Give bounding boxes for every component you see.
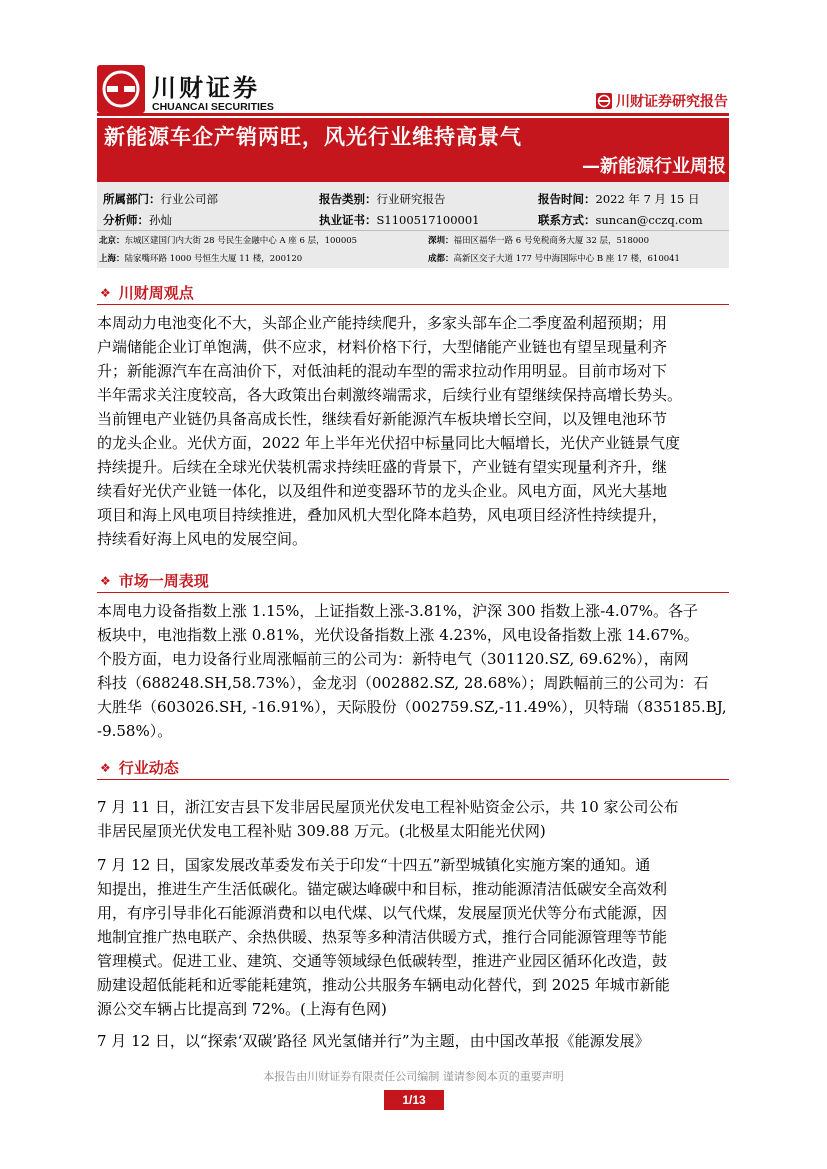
cert-field	[319, 209, 480, 228]
text-line: 7 月 12 日，国家发展改革委发布关于印发“十四五”新型城镇化实施方案的通知。通	[97, 856, 651, 874]
news-item-2	[97, 853, 729, 1021]
section-rule	[97, 779, 729, 780]
section-title: 市场一周表现	[118, 572, 209, 590]
logo-mark	[97, 65, 145, 113]
office-city: 上海：	[99, 254, 125, 264]
section-heading-view	[100, 282, 194, 303]
news-item-1	[97, 795, 729, 843]
office-address: 福田区福华一路 6 号免税商务大厦 32 层，518000	[453, 236, 649, 246]
analyst-field	[103, 209, 172, 228]
section-heading-market	[100, 570, 209, 591]
office-address: 高新区交子大道 177 号中海国际中心 B 座 17 楼，610041	[453, 254, 680, 264]
office-city: 深圳：	[428, 236, 454, 246]
header-divider	[97, 113, 729, 116]
text-line: 户端储能企业订单饱满，供不应求，材料价格下行，大型储能产业链也有望呈现量利齐	[97, 338, 668, 356]
logo-name-en: CHUANCAI SECURITIES	[152, 101, 274, 113]
report-title: 新能源车企产销两旺，风光行业维持高景气	[104, 125, 522, 149]
diamond-bullet-icon: ❖	[100, 573, 111, 588]
text-line: 源公交车辆占比提高到 72%。(上海有色网)	[97, 1000, 387, 1018]
text-line: 7 月 12 日，以“探索‘双碳’路径 风光氢储并行”为主题，由中国改革报《能源发展》	[97, 1032, 650, 1050]
text-line: -9.58%）。	[97, 722, 173, 740]
cert-label: 执业证书：	[319, 213, 377, 227]
type-label: 报告类别：	[319, 192, 377, 206]
office-address: 东城区建国门内大街 28 号民生金融中心 A 座 6 层，100005	[124, 236, 358, 246]
time-label: 报告时间：	[538, 192, 596, 206]
office-city: 成都：	[428, 254, 454, 264]
contact-label: 联系方式：	[538, 213, 596, 227]
office-beijing	[99, 234, 357, 246]
report-info-panel	[97, 182, 729, 268]
dept-value: 行业公司部	[160, 192, 218, 206]
text-line: 用，有序引导非化石能源消费和以电代煤、以气代煤，发展屋顶光伏等分布式能源，因	[97, 904, 668, 922]
office-shenzhen	[428, 234, 649, 246]
office-shanghai	[99, 252, 302, 264]
text-line: 7 月 11 日，浙江安吉县下发非居民屋顶光伏发电工程补贴资金公示，共 10 家公司公布	[97, 798, 679, 816]
logo-name-cn: 川财证券	[152, 74, 260, 102]
text-line: 地制宜推广热电联产、余热供暖、热泵等多种清洁供暖方式，推行合同能源管理等节能	[97, 928, 668, 946]
text-line: 持续看好海上风电的发展空间。	[97, 530, 308, 548]
analyst-value: 孙灿	[149, 213, 172, 227]
text-line: 励建设超低能耗和近零能耗建筑，推动公共服务车辆电动化替代，到 2025 年城市新能	[97, 976, 670, 994]
section-rule	[97, 304, 729, 305]
text-line: 的龙头企业。光伏方面，2022 年上半年光伏招中标量同比大幅增长，光伏产业链景气度	[97, 434, 680, 452]
diamond-bullet-icon: ❖	[100, 285, 111, 300]
dept-field	[103, 188, 218, 207]
text-line: 个股方面，电力设备行业周涨幅前三的公司为：新特电气（301120.SZ, 69.62%），南网	[97, 650, 689, 668]
footer-disclaimer: 本报告由川财证券有限责任公司编制 谨请参阅本页的重要声明	[263, 1070, 564, 1083]
time-field	[538, 188, 700, 207]
section-title: 行业动态	[118, 759, 179, 777]
text-line: 大胜华（603026.SH, -16.91%），天际股份（002759.SZ,-11.49%），贝特瑞（835185.BJ,	[97, 698, 727, 716]
time-value: 2022 年 7 月 15 日	[595, 192, 700, 206]
text-line: 本周动力电池变化不大，头部企业产能持续爬升，多家头部车企二季度盈利超预期；用	[97, 314, 668, 332]
text-line: 非居民屋顶光伏发电工程补贴 309.88 万元。(北极星太阳能光伏网)	[97, 822, 546, 840]
office-chengdu	[428, 252, 680, 264]
text-line: 半年需求关注度较高，各大政策出台刺激终端需求，后续行业有望继续保持高增长势头。	[97, 386, 683, 404]
type-field	[319, 188, 446, 207]
text-line: 本周电力设备指数上涨 1.15%，上证指数上涨-3.81%，沪深 300 指数上涨-4.07%。各子	[97, 602, 699, 620]
office-city: 北京：	[99, 236, 125, 246]
contact-field	[538, 209, 703, 228]
type-value: 行业研究报告	[376, 192, 446, 206]
report-subtitle: —新能源行业周报	[582, 156, 726, 177]
section-title: 川财周观点	[118, 284, 194, 302]
text-line: 当前锂电产业链仍具备高成长性，继续看好新能源汽车板块增长空间，以及锂电池环节	[97, 410, 668, 428]
text-line: 持续提升。后续在全球光伏装机需求持续旺盛的背景下，产业链有望实现量利齐升，继	[97, 458, 668, 476]
report-brand-text: 川财证券研究报告	[616, 94, 728, 110]
text-line: 续看好光伏产业链一体化，以及组件和逆变器环节的龙头企业。风电方面，风光大基地	[97, 482, 668, 500]
contact-value: suncan@cczq.com	[595, 213, 703, 227]
text-line: 项目和海上风电项目持续推进，叠加风机大型化降本趋势，风电项目经济性持续提升，	[97, 506, 668, 524]
market-paragraph	[97, 599, 729, 743]
page-number: 1/13	[384, 1090, 444, 1110]
text-line: 知提出，推进生产生活低碳化。锚定碳达峰碳中和目标，推动能源清洁低碳安全高效利	[97, 880, 668, 898]
text-line: 管理模式。促进工业、建筑、交通等领域绿色低碳转型，推进产业园区循环化改造，鼓	[97, 952, 668, 970]
view-paragraph	[97, 311, 729, 551]
office-address: 陆家嘴环路 1000 号恒生大厦 11 楼，200120	[124, 254, 303, 264]
analyst-label: 分析师：	[103, 213, 149, 227]
diamond-bullet-icon: ❖	[100, 760, 111, 775]
section-rule	[97, 592, 729, 593]
info-divider	[97, 230, 729, 231]
section-heading-news	[100, 757, 179, 778]
brand-mini-icon	[596, 93, 612, 109]
news-item-3	[97, 1029, 729, 1053]
text-line: 升；新能源汽车在高油价下，对低油耗的混动车型的需求拉动作用明显。目前市场对下	[97, 362, 668, 380]
text-line: 板块中，电池指数上涨 0.81%，光伏设备指数上涨 4.23%，风电设备指数上涨 14.67%。	[97, 626, 699, 644]
cert-value: S1100517100001	[376, 213, 480, 227]
logo-icon	[97, 65, 145, 113]
text-line: 科技（688248.SH,58.73%），金龙羽（002882.SZ, 28.68%）；周跌幅前三的公司为：石	[97, 674, 709, 692]
dept-label: 所属部门：	[103, 192, 161, 206]
report-brand	[596, 91, 728, 111]
